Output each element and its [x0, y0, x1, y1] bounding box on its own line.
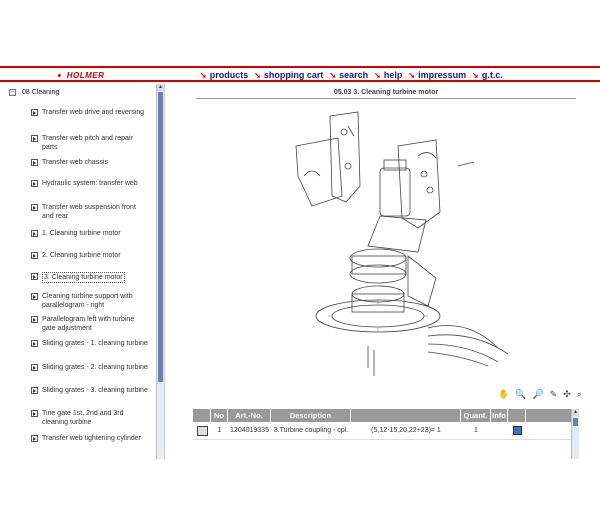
- arrow-down-icon: ➘: [472, 70, 479, 80]
- scrollbar-thumb[interactable]: [158, 92, 163, 382]
- sidebar-tree: [0, 84, 165, 459]
- col-extra: [351, 409, 461, 422]
- nav-shopping-cart[interactable]: ➘ shopping cart: [254, 70, 324, 80]
- col-art-no: Art.-No.: [228, 409, 271, 422]
- arrow-right-icon: [31, 435, 38, 442]
- diagram-toolbar: [498, 389, 582, 400]
- scroll-up-icon[interactable]: ▲: [158, 84, 163, 90]
- search-icon[interactable]: ⌕: [576, 389, 582, 399]
- nav-menu: [200, 68, 509, 82]
- sidebar-item[interactable]: 2. Cleaning turbine motor: [31, 251, 149, 260]
- collapse-icon[interactable]: −: [10, 89, 15, 95]
- nav-products[interactable]: ➘ products: [200, 70, 249, 80]
- table-header: [193, 409, 571, 422]
- sidebar-scrollbar[interactable]: [156, 84, 164, 459]
- sidebar-item[interactable]: Cleaning turbine support with parallelogram - right: [31, 292, 149, 310]
- arrow-right-icon: [31, 340, 38, 347]
- parts-table: [193, 409, 571, 440]
- sidebar-item[interactable]: 1. Cleaning turbine motor: [31, 229, 149, 238]
- sidebar-item[interactable]: Parallelogram left with turbine gate adjustment: [31, 315, 149, 333]
- arrow-down-icon: ➘: [200, 70, 207, 80]
- arrow-right-icon: [31, 230, 38, 237]
- table-row[interactable]: 1 1204019335 3.Turbine coupling - cpl. (5,12-15,20,22+23)= 1 1: [193, 422, 571, 440]
- arrow-right-icon: [31, 316, 38, 323]
- page-title: 05.03 3. Cleaning turbine motor: [196, 89, 576, 99]
- col-info: Info: [491, 409, 508, 422]
- arrow-right-icon: [31, 410, 38, 417]
- arrow-down-icon: ➘: [254, 70, 261, 80]
- sidebar-item[interactable]: Tine gate 1st, 2nd and 3rd cleaning turbine: [31, 409, 149, 427]
- arrow-right-icon: [31, 293, 38, 300]
- fit-icon[interactable]: ✣: [563, 389, 571, 399]
- arrow-right-icon: [31, 159, 38, 166]
- table-scrollbar[interactable]: [571, 409, 579, 459]
- sidebar-item[interactable]: Hydraulic system: transfer web: [31, 179, 149, 188]
- arrow-right-icon: [31, 364, 38, 371]
- logo-text: HOLMER: [66, 70, 105, 80]
- cart-icon[interactable]: [197, 426, 208, 436]
- col-description: Description: [271, 409, 351, 422]
- sidebar-item-active[interactable]: 3. Cleaning turbine motor: [31, 272, 149, 283]
- sidebar-item[interactable]: Sliding grates - 1. cleaning turbine: [31, 339, 149, 348]
- arrow-right-icon: [31, 273, 38, 280]
- col-no: No: [211, 409, 228, 422]
- nav-impressum[interactable]: ➘ impressum: [408, 70, 467, 80]
- arrow-right-icon: [31, 204, 38, 211]
- logo[interactable]: [56, 68, 104, 82]
- arrow-right-icon: [31, 135, 38, 142]
- arrow-down-icon: ➘: [408, 70, 416, 80]
- sidebar-item[interactable]: Sliding grates - 3. cleaning turbine: [31, 386, 149, 395]
- zoom-out-icon[interactable]: 🔎: [532, 389, 544, 399]
- sidebar-item[interactable]: Sliding grates - 2. cleaning turbine: [31, 363, 149, 372]
- pen-icon[interactable]: ✎: [549, 389, 558, 399]
- arrow-icon: ➧: [56, 70, 63, 80]
- hand-icon[interactable]: ✋: [498, 389, 510, 399]
- scrollbar-thumb[interactable]: [573, 418, 578, 426]
- top-nav-bar: [0, 68, 600, 82]
- arrow-right-icon: [31, 387, 38, 394]
- sidebar-item[interactable]: Transfer web chassis: [31, 158, 149, 167]
- nav-gtc[interactable]: ➘ g.t.c.: [472, 70, 503, 80]
- nav-help[interactable]: ➘ help: [374, 70, 403, 80]
- zoom-in-icon[interactable]: 🔍: [515, 389, 527, 399]
- main-panel: [168, 84, 588, 459]
- sidebar-item[interactable]: Transfer web pitch and repair parts: [31, 134, 149, 152]
- scroll-up-icon[interactable]: ▲: [573, 409, 578, 415]
- arrow-down-icon: ➘: [329, 70, 337, 80]
- sidebar-item[interactable]: Transfer web drive and reversing: [31, 108, 149, 117]
- col-quant: Quant.: [461, 409, 491, 422]
- exploded-view-diagram[interactable]: [268, 106, 568, 406]
- nav-search[interactable]: ➘ search: [329, 70, 369, 80]
- sidebar-item[interactable]: Transfer web tightening cylinder: [31, 434, 149, 443]
- sidebar-section[interactable]: − 08 Cleaning: [10, 89, 60, 96]
- arrow-right-icon: [31, 252, 38, 259]
- arrow-down-icon: ➘: [374, 70, 381, 80]
- add-to-cart-icon[interactable]: [513, 426, 522, 435]
- sidebar-item[interactable]: Transfer web suspension front and rear: [31, 203, 149, 221]
- arrow-right-icon: [31, 109, 38, 116]
- arrow-right-icon: [31, 180, 38, 187]
